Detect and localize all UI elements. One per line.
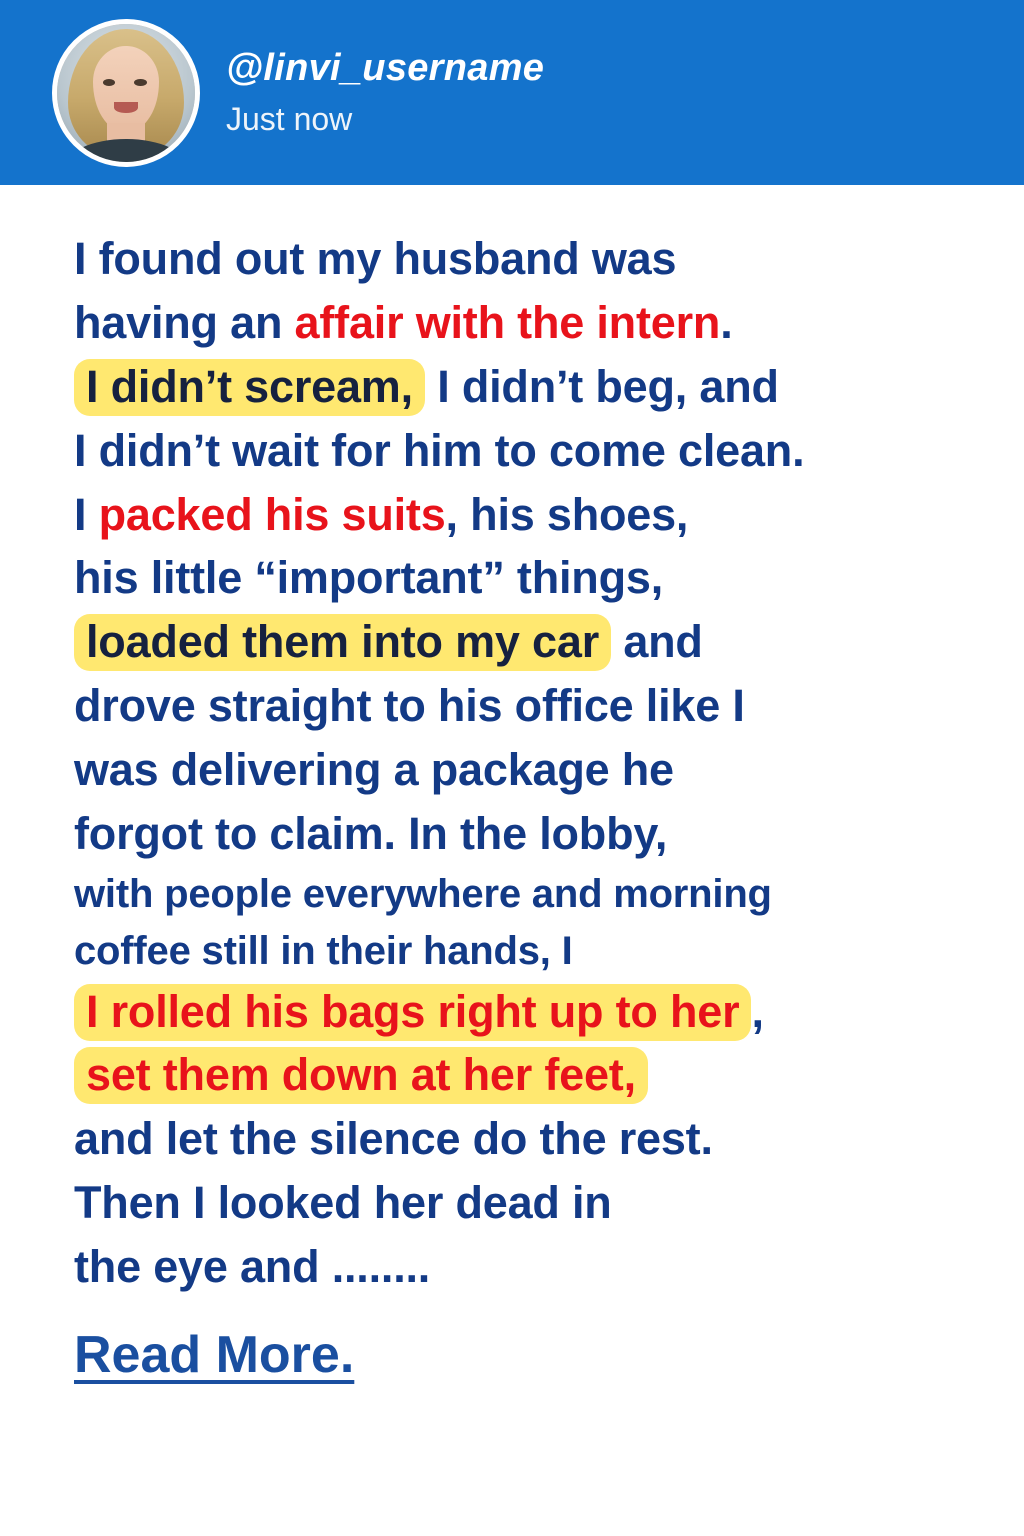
post-line-15	[74, 1107, 964, 1171]
avatar[interactable]	[52, 19, 200, 167]
text-segment-emphasis: packed his suits	[98, 488, 446, 540]
post-line-4	[74, 419, 964, 483]
post-line-5	[74, 483, 964, 547]
post-line-16	[74, 1171, 964, 1235]
post-line-11	[74, 866, 964, 923]
post-timestamp: Just now	[226, 100, 353, 137]
post-header-text	[226, 48, 544, 137]
text-segment: forgot to claim. In the lobby,	[74, 808, 668, 860]
post-line-1	[74, 227, 964, 291]
username-handle[interactable]: @linvi_username	[226, 47, 545, 89]
post-line-13	[74, 980, 964, 1044]
text-segment-highlighted: I didn’t scream,	[74, 359, 425, 416]
text-segment: I didn’t wait for him to come clean.	[74, 424, 805, 476]
text-segment-highlighted: set them down at her feet,	[74, 1047, 648, 1104]
post-line-7	[74, 610, 964, 674]
text-segment: the eye and ........	[74, 1241, 431, 1293]
text-segment: his little “important” things,	[74, 552, 663, 604]
post-body	[0, 185, 1024, 1385]
avatar-eye-left	[103, 79, 115, 86]
text-segment: and	[611, 616, 703, 668]
post-line-8	[74, 674, 964, 738]
text-segment: I didn’t beg, and	[424, 360, 779, 412]
text-segment: I	[74, 488, 99, 540]
avatar-eye-right	[134, 79, 146, 86]
post-line-17	[74, 1235, 964, 1299]
text-segment: and let the silence do the rest.	[74, 1113, 713, 1165]
text-segment: I found out my husband was	[74, 233, 677, 284]
post-header	[0, 0, 1024, 185]
post-line-9	[74, 738, 964, 802]
post-line-6	[74, 546, 964, 610]
post-line-2	[74, 291, 964, 355]
text-segment: , his shoes,	[445, 488, 689, 540]
post-line-14	[74, 1043, 964, 1107]
text-segment: ,	[751, 985, 764, 1037]
text-segment: drove straight to his office like I	[74, 680, 745, 732]
read-more-link[interactable]: Read More.	[74, 1325, 355, 1384]
post-line-12	[74, 923, 964, 980]
text-segment-highlighted: loaded them into my car	[74, 614, 611, 671]
text-segment-emphasis: affair with the intern	[294, 296, 721, 348]
text-segment: Then I looked her dead in	[74, 1177, 612, 1229]
text-segment: .	[720, 296, 733, 348]
text-segment: having an	[74, 296, 295, 348]
text-segment-highlighted: I rolled his bags right up to her	[74, 984, 751, 1041]
text-segment: coffee still in their hands, I	[74, 928, 573, 973]
text-segment: with people everywhere and morning	[74, 871, 772, 916]
post-line-10	[74, 802, 964, 866]
text-segment: was delivering a package he	[74, 744, 674, 796]
post-line-3	[74, 355, 964, 419]
